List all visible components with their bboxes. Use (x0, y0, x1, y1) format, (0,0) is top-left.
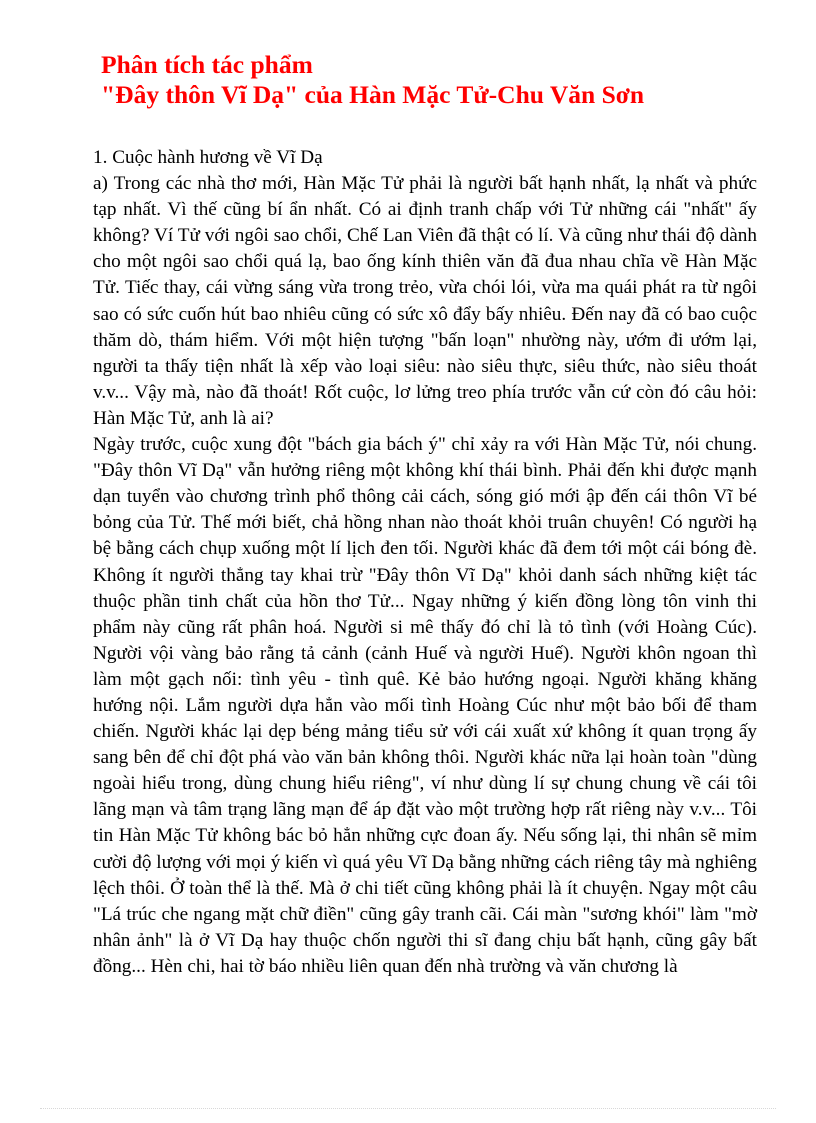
title-line-1: Phân tích tác phẩm (101, 50, 313, 79)
paragraph-2: Ngày trước, cuộc xung đột "bách gia bách ý" chỉ xảy ra với Hàn Mặc Tử, nói chung. "Đây thôn Vĩ Dạ" vẫn hưởng riêng một không khí thái bình. Phải đến khi được mạnh dạn tuyển vào chương trình phổ thông cải cách, sóng gió mới ập đến cái thôn Vĩ bé bỏng của Tử. Thế mới biết, chả hồng nhan nào thoát khỏi truân chuyên! Có người hạ bệ bằng cách chụp xuống một lí lịch đen tối. Người khác đã đem tới một cái bóng đè. Không ít người thẳng tay khai trừ "Đây thôn Vĩ Dạ" khỏi danh sách những kiệt tác thuộc phần tinh chất của hồn thơ Tử... Ngay những ý kiến đồng lòng tôn vinh thi phẩm này cũng rất phân hoá. Người si mê thấy đó chỉ là tỏ tình (với Hoàng Cúc). Người vội vàng bảo rằng tả cảnh (cảnh Huế và người Huế). Người khôn ngoan thì làm một gạch nối: tình yêu - tình quê. Kẻ bảo hướng ngoại. Người khăng khăng hướng nội. Lắm người dựa hẳn vào mối tình Hoàng Cúc như một bảo bối để tham chiến. Người khác lại dẹp béng mảng tiểu sử với cái xuất xứ không ít quan trọng ấy sang bên để chỉ đột phá vào văn bản không thôi. Người khác nữa lại hoàn toàn "dùng ngoài hiểu trong, dùng chung hiểu riêng", ví như dùng lí sự chung chung về cái tôi lãng mạn và tâm trạng lãng mạn để áp đặt vào một trường hợp rất riêng này v.v... Tôi tin Hàn Mặc Tử không bác bỏ hẳn những cực đoan ấy. Nếu sống lại, thi nhân sẽ mỉm cười độ lượng với mọi ý kiến vì quá yêu Vĩ Dạ bằng những cách riêng tây mà nghiêng lệch thôi. Ở toàn thể là thế. Mà ở chi tiết cũng không phải là ít chuyện. Ngay một câu "Lá trúc che ngang mặt chữ điền" cũng gây tranh cãi. Cái màn "sương khói" làm "mờ nhân ảnh" là ở Vĩ Dạ hay thuộc chốn người thi sĩ đang chịu bất hạnh, cũng gây bất đồng... Hèn chi, hai tờ báo nhiều liên quan đến nhà trường và văn chương là (93, 434, 757, 977)
section-heading: 1. Cuộc hành hương về Vĩ Dạ (93, 147, 323, 168)
document-body (93, 145, 757, 980)
paragraph-1: a) Trong các nhà thơ mới, Hàn Mặc Tử phải là người bất hạnh nhất, lạ nhất và phức tạp nhất. Vì thế cũng bí ẩn nhất. Có ai định tranh chấp với Tử những cái "nhất" ấy không? Ví Tử với ngôi sao chổi, Chế Lan Viên đã thật có lí. Và cũng như thái độ dành cho một ngôi sao chổi quá lạ, bao ống kính thiên văn đã đua nhau chĩa về Hàn Mặc Tử. Tiếc thay, cái vừng sáng vừa trong trẻo, vừa chói lói, vừa ma quái phát ra từ ngôi sao có sức cuốn hút bao nhiêu cũng có sức xô đẩy bấy nhiêu. Đến nay đã có bao cuộc thăm dò, thám hiểm. Với một hiện tượng "bấn loạn" nhường này, ướm đi ướm lại, người ta thấy tiện nhất là xếp vào loại siêu: nào siêu thực, siêu thức, nào siêu thoát v.v... Vậy mà, nào đã thoát! Rốt cuộc, lơ lửng treo phía trước vẫn cứ còn đó câu hỏi: Hàn Mặc Tử, anh là ai? (93, 173, 757, 429)
page-bottom-rule (40, 1108, 776, 1109)
document-title (101, 50, 781, 110)
title-line-2: "Đây thôn Vĩ Dạ" của Hàn Mặc Tử-Chu Văn Sơn (101, 80, 645, 109)
